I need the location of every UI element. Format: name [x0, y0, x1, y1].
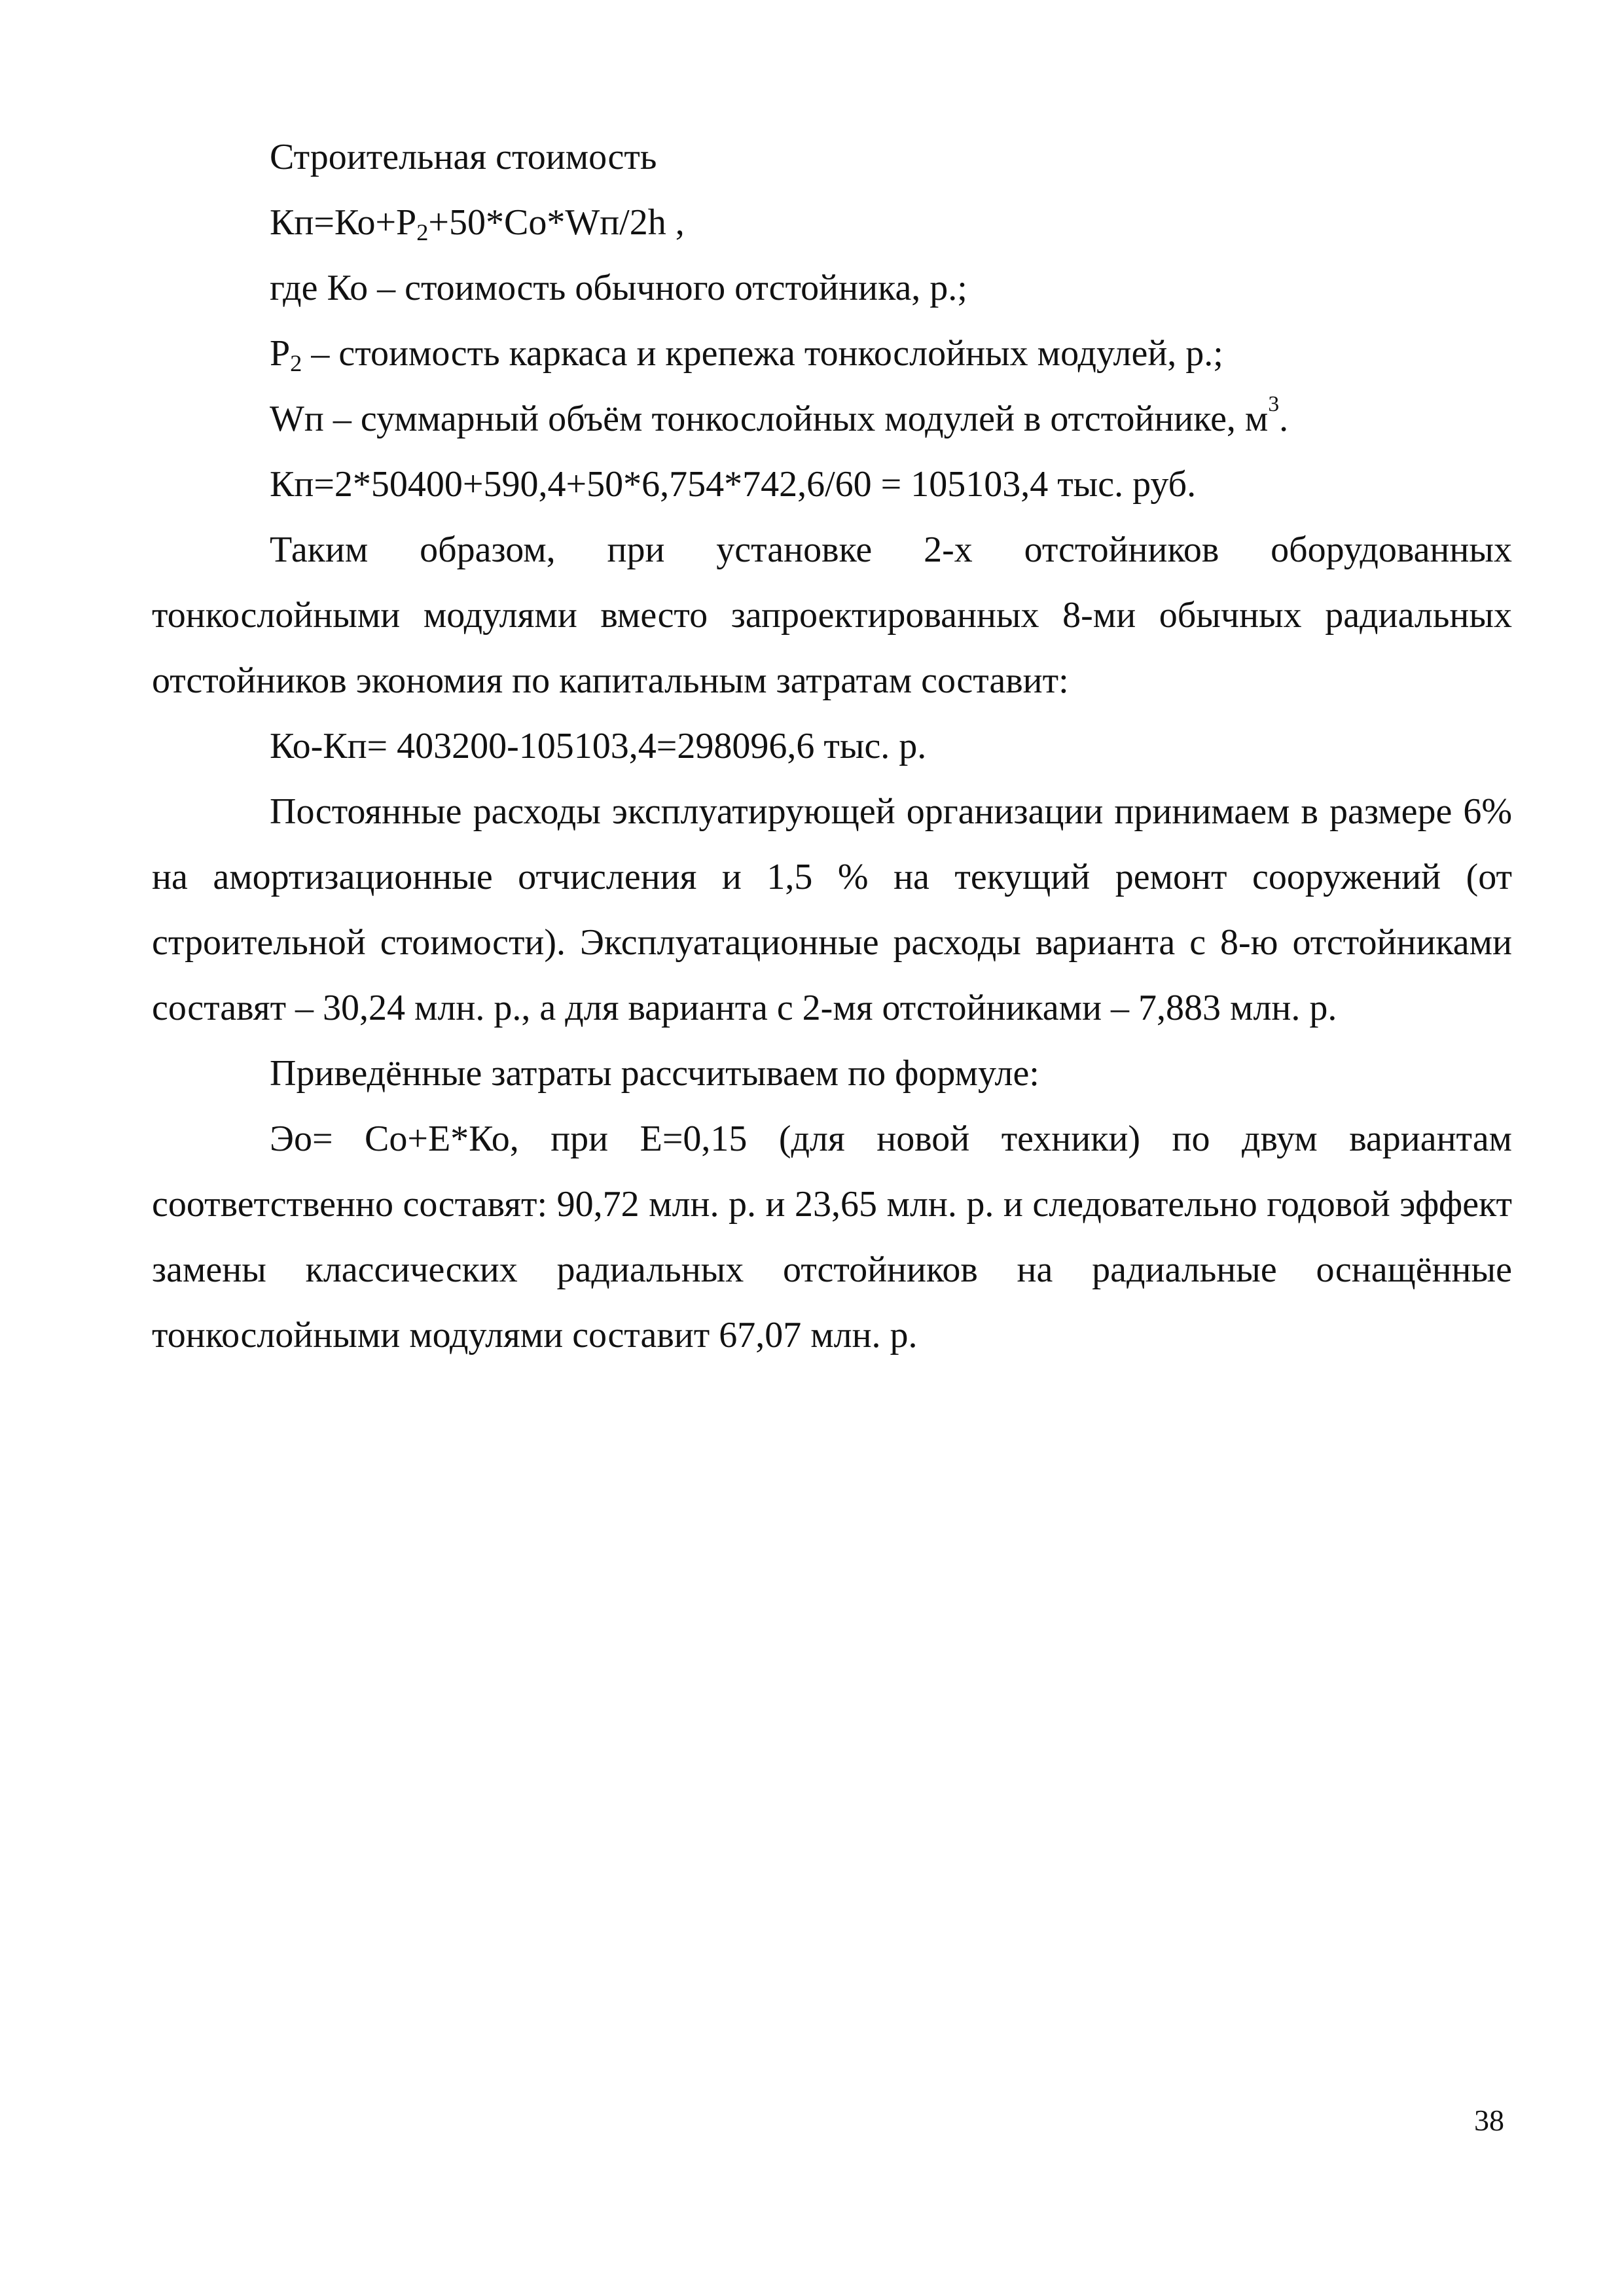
definition-wp-part1: Wп – суммарный объём тонкослойных модулей в отстойнике, м [270, 399, 1269, 439]
document-body [152, 124, 1512, 1368]
definition-p2-part2: – стоимость каркаса и крепежа тонкослойных модулей, р.; [302, 333, 1223, 374]
formula-kp [152, 190, 1512, 255]
definition-p2-part1: Р [270, 333, 291, 374]
heading-construction-cost: Строительная стоимость [270, 137, 657, 177]
paragraph-annual-effect: Эо= Со+Е*Ко, при Е=0,15 (для новой техники) по двум вариантам соответственно составят: 90,72 млн. р. и 23,65 млн. р. и следовательно годовой эффект замены классических радиальных отстойников на радиальные оснащённые тонкослойными модулями составит 67,07 млн. р. [152, 1119, 1512, 1355]
paragraph-operating-costs: Постоянные расходы эксплуатирующей организации принимаем в размере 6% на амортизационные отчисления и 1,5 % на текущий ремонт сооружений (от строительной стоимости). Эксплуатационные расходы варианта с 8-ю отстойниками составят – 30,24 млн. р., а для варианта с 2-мя отстойниками – 7,883 млн. р. [152, 791, 1512, 1028]
definition-p2-subscript: 2 [290, 350, 302, 377]
definition-wp [152, 386, 1512, 452]
definition-ko: где Ко – стоимость обычного отстойника, р.; [270, 268, 967, 308]
reduced-costs-intro: Приведённые затраты рассчитываем по формуле: [270, 1053, 1039, 1094]
formula-kp-part2: +50*Со*Wп/2h , [428, 202, 685, 243]
formula-kp-subscript: 2 [416, 219, 429, 246]
formula-kp-part1: Кп=Ко+Р [270, 202, 417, 243]
paragraph-savings: Таким образом, при установке 2-х отстойников оборудованных тонкослойными модулями вместо запроектированных 8-ми обычных радиальных отстойников экономия по капитальным затратам составит: [152, 529, 1512, 701]
definition-wp-superscript: 3 [1268, 391, 1280, 416]
page-number: 38 [1474, 2104, 1504, 2137]
calculation-ko-kp: Ко-Кп= 403200-105103,4=298096,6 тыс. р. [270, 726, 927, 766]
definition-p2 [152, 321, 1512, 386]
calculation-kp: Кп=2*50400+590,4+50*6,754*742,6/60 = 105103,4 тыс. руб. [270, 464, 1197, 505]
definition-wp-part2: . [1279, 399, 1289, 439]
